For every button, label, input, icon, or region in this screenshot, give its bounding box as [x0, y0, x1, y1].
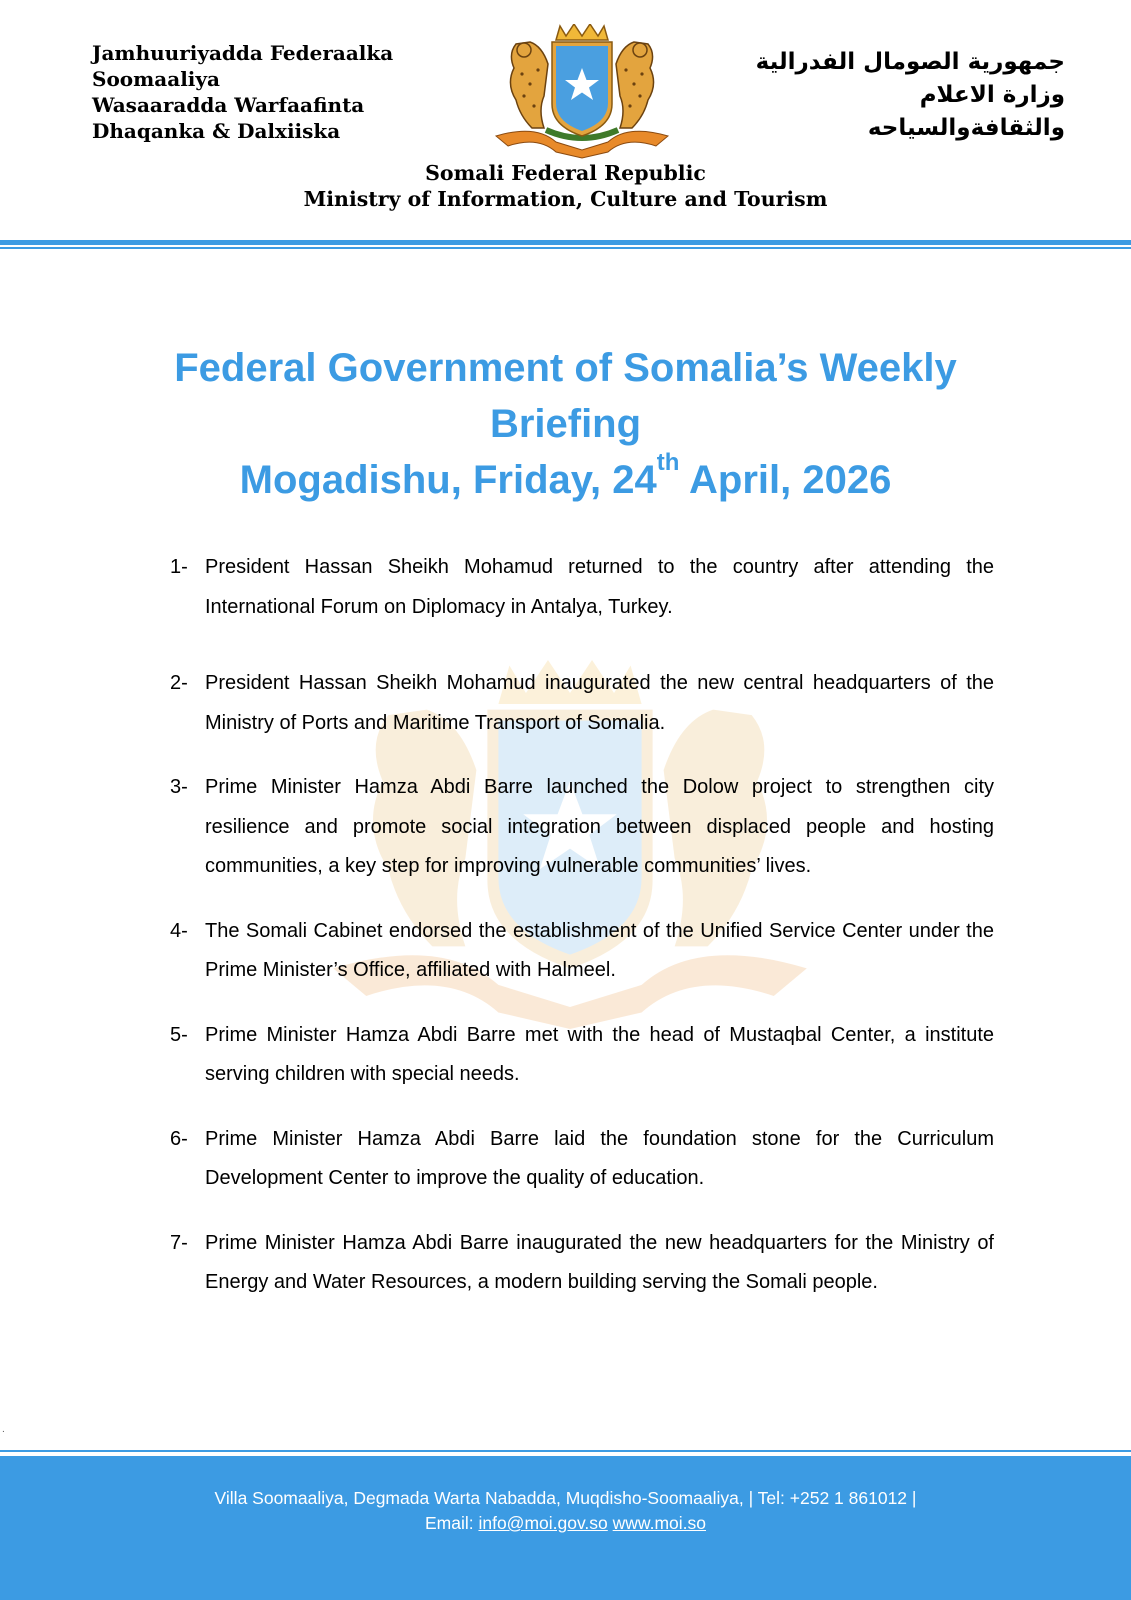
footer-divider	[0, 1450, 1131, 1452]
footer	[0, 1456, 1131, 1600]
item-text: Prime Minister Hamza Abdi Barre inaugurated the new headquarters for the Ministry of Energy and Water Resources, a modern building serving the Somali people.	[205, 1231, 994, 1293]
item-number: 1-	[170, 556, 188, 578]
item-text: President Hassan Sheikh Mohamud inaugurated the new central headquarters of the Ministry of Ports and Maritime Transport of Somalia.	[205, 672, 994, 734]
item-number: 2-	[170, 672, 188, 694]
header-somali-line: Dhaqanka & Dalxiiska	[92, 119, 341, 143]
header-somali-line: Jamhuuriyadda Federaalka	[92, 41, 394, 65]
header-arabic-line: جمهورية الصومال الفدرالية	[755, 49, 1065, 75]
email-label: Email:	[424, 1513, 474, 1533]
list-item	[170, 1120, 994, 1199]
list-item	[170, 1224, 994, 1303]
item-number: 3-	[170, 776, 188, 798]
header-arabic-line: والثقافةوالسياحه	[867, 115, 1065, 141]
item-text: President Hassan Sheikh Mohamud returned to the country after attending the International Forum on Diplomacy in Antalya, Turkey.	[205, 556, 994, 618]
header-arabic-text	[705, 46, 1065, 145]
list-item	[170, 768, 994, 887]
item-number: 4-	[170, 919, 188, 942]
item-number: 6-	[170, 1127, 188, 1150]
briefing-title-line2: Briefing	[489, 402, 642, 446]
date-suffix: April, 2026	[679, 458, 892, 502]
item-text: The Somali Cabinet endorsed the establishment of the Unified Service Center under the Prime Minister’s Office, affiliated with Halmeel.	[205, 919, 994, 981]
list-item	[170, 548, 994, 627]
briefing-title-line1: Federal Government of Somalia’s Weekly	[174, 346, 957, 390]
date-prefix: Mogadishu, Friday, 24	[239, 458, 657, 502]
briefing-title	[120, 340, 1011, 508]
email-link[interactable]: info@moi.gov.so	[478, 1513, 608, 1533]
date-ordinal: th	[656, 449, 680, 476]
header-somali-line: Wasaaradda Warfaafinta	[92, 93, 365, 117]
item-text: Prime Minister Hamza Abdi Barre met with the head of Mustaqbal Center, a institute serving children with special needs.	[205, 1023, 994, 1085]
republic-name: Somali Federal Republic	[425, 161, 706, 185]
briefing-date	[120, 449, 1011, 508]
header-arabic-line: وزارة الاعلام	[919, 82, 1065, 108]
list-item	[170, 912, 994, 991]
list-item	[170, 1016, 994, 1095]
header-somali-line: Soomaaliya	[92, 67, 220, 91]
coat-of-arms-icon	[486, 24, 678, 162]
briefing-items-list	[170, 548, 994, 1303]
item-text: Prime Minister Hamza Abdi Barre launched the Dolow project to strengthen city resilience and promote social integration between displaced people and hosting communities, a key step for improving vulnerable communities’ lives.	[205, 776, 994, 877]
list-item	[170, 664, 994, 743]
footer-address: Villa Soomaaliya, Degmada Warta Nabadda, Muqdisho-Soomaaliya, | Tel: +252 1 861012 |	[214, 1488, 917, 1508]
stray-mark: .	[2, 1424, 5, 1435]
item-number: 5-	[170, 1023, 188, 1046]
item-number: 7-	[170, 1231, 188, 1254]
header-divider-thin	[0, 247, 1131, 249]
footer-contact	[0, 1511, 1131, 1536]
item-text: Prime Minister Hamza Abdi Barre laid the foundation stone for the Curriculum Development Center to improve the quality of education.	[205, 1127, 994, 1189]
header-somali-text	[92, 40, 492, 144]
header-divider	[0, 240, 1131, 245]
website-link[interactable]: www.moi.so	[612, 1513, 707, 1533]
ministry-name: Ministry of Information, Culture and Tourism	[303, 187, 828, 211]
